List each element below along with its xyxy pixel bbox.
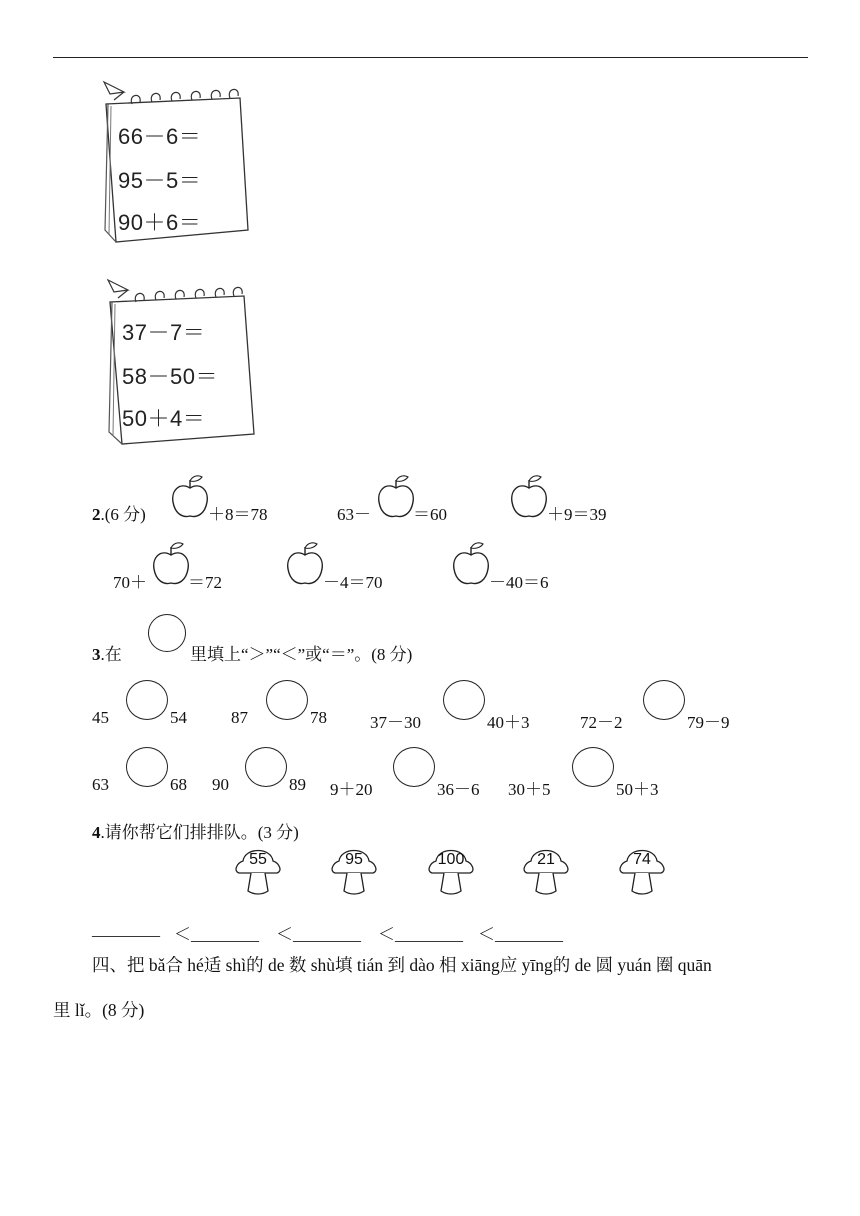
apple-icon [510, 474, 548, 520]
q3-r2-left-4: 30＋5 [508, 780, 551, 799]
q2-eq-5-after: －4＝70 [323, 573, 383, 592]
q3-r1-left-2: 87 [231, 708, 248, 727]
q2-eq-1-after: ＋8＝78 [208, 505, 268, 524]
pad2-line-2: 58－50＝ [122, 364, 218, 389]
q3-r1-right-3: 40＋3 [487, 713, 530, 732]
notepad-1 [100, 80, 260, 250]
mushroom-4 [523, 845, 569, 897]
pad1-line-2: 95－5＝ [118, 168, 202, 193]
q2-eq-6-after: －40＝6 [489, 573, 549, 592]
q3-r2-right-4: 50＋3 [616, 780, 659, 799]
mushroom-number: 55 [249, 851, 267, 868]
mushroom-5 [619, 845, 665, 897]
apple-icon [377, 474, 415, 520]
example-circle [148, 614, 186, 652]
q3-heading-prefix [92, 640, 122, 665]
q3-suffix: 里填上“＞”“＜”或“＝”。(8 分) [190, 645, 413, 664]
section4-line-1: 四、把 bǎ合 hé适 shì的 de 数 shù填 tián 到 dào 相 xiāng应 yīng的 de 圆 yuán 圈 quān [92, 955, 712, 975]
mushroom-3 [428, 845, 474, 897]
q3-r2-left-2: 90 [212, 775, 229, 794]
compare-circle[interactable] [126, 680, 168, 720]
q2-number: 2 [92, 505, 101, 524]
pad2-line-3: 50＋4＝ [122, 406, 206, 431]
q3-r1-left-4: 72－2 [580, 713, 623, 732]
order-blank-2[interactable]: ＜________ [174, 925, 259, 944]
q3-number: 3 [92, 645, 101, 664]
notepad-2 [104, 278, 264, 448]
order-blank-1[interactable]: ________ [92, 920, 160, 939]
q2-eq-3-after: ＋9＝39 [547, 505, 607, 524]
mushroom-number: 74 [633, 851, 651, 868]
q3-r1-left-1: 45 [92, 708, 109, 727]
q2-eq-2-after: ＝60 [413, 505, 447, 524]
q3-prefix: .在 [100, 645, 122, 664]
q3-r2-left-3: 9＋20 [330, 780, 373, 799]
pad2-line-1: 37－7＝ [122, 320, 206, 345]
q3-r2-right-2: 89 [289, 775, 306, 794]
q4-heading [92, 818, 299, 843]
apple-icon [152, 541, 190, 587]
compare-circle[interactable] [245, 747, 287, 787]
mushroom-number: 21 [537, 851, 555, 868]
compare-circle[interactable] [643, 680, 685, 720]
order-blank-5[interactable]: ＜________ [478, 925, 563, 944]
compare-circle[interactable] [266, 680, 308, 720]
q3-r1-right-1: 54 [170, 708, 187, 727]
mushroom-number: 100 [437, 851, 465, 868]
mushroom-number: 95 [345, 851, 363, 868]
apple-icon [452, 541, 490, 587]
mushroom-1 [235, 845, 281, 897]
q3-r1-left-3: 37－30 [370, 713, 421, 732]
order-blank-3[interactable]: ＜________ [276, 925, 361, 944]
q3-r2-right-3: 36－6 [437, 780, 480, 799]
q3-r1-right-2: 78 [310, 708, 327, 727]
q2-heading [92, 500, 146, 525]
section4-line-2: 里 lǐ。(8 分) [53, 1000, 145, 1020]
q3-r2-right-1: 68 [170, 775, 187, 794]
compare-circle[interactable] [393, 747, 435, 787]
q2-eq-4-before: 70＋ [113, 573, 147, 592]
mushroom-2 [331, 845, 377, 897]
header-rule [53, 57, 808, 58]
q4-text: .请你帮它们排排队。(3 分) [100, 823, 299, 842]
q2-score: .(6 分) [100, 505, 146, 524]
apple-icon [286, 541, 324, 587]
q3-r2-left-1: 63 [92, 775, 109, 794]
pad1-line-1: 66－6＝ [118, 124, 202, 149]
compare-circle[interactable] [572, 747, 614, 787]
apple-icon [171, 474, 209, 520]
pad1-line-3: 90＋6＝ [118, 210, 202, 235]
q4-number: 4 [92, 823, 101, 842]
compare-circle[interactable] [443, 680, 485, 720]
order-blank-4[interactable]: ＜________ [378, 925, 463, 944]
compare-circle[interactable] [126, 747, 168, 787]
q3-r1-right-4: 79－9 [687, 713, 730, 732]
q2-eq-4-after: ＝72 [188, 573, 222, 592]
q2-eq-2-before: 63－ [337, 505, 371, 524]
